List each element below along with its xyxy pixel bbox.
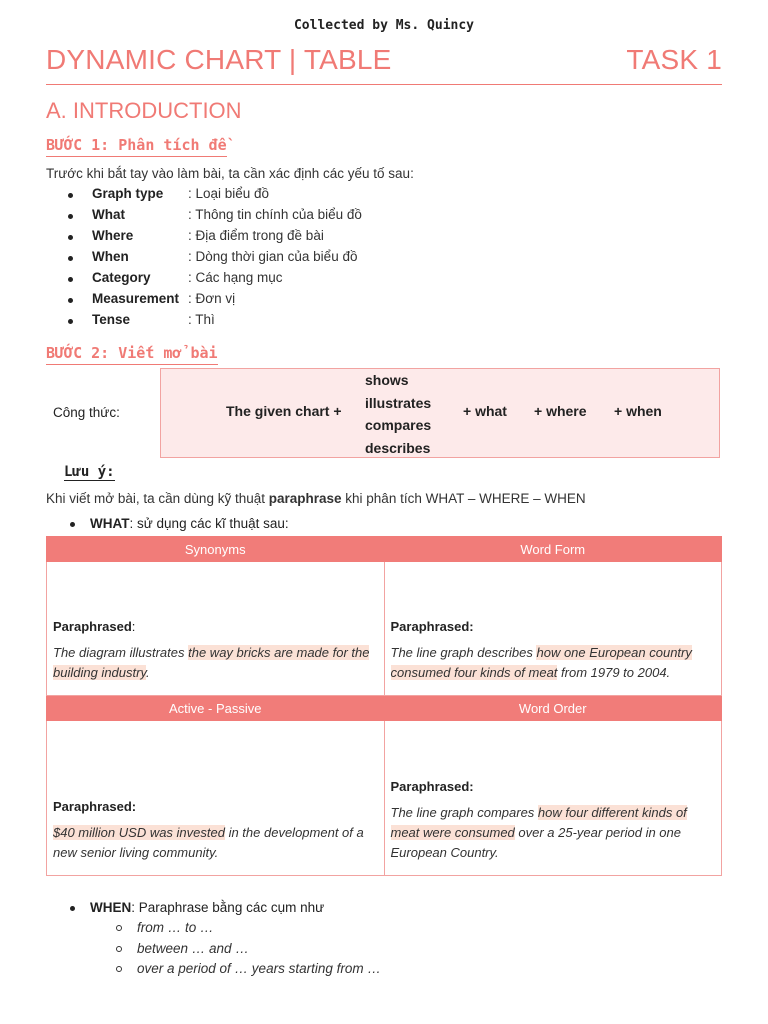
header-active-passive: Active - Passive [47,696,385,721]
bullet-icon [68,235,73,240]
section-heading: A. INTRODUCTION [46,98,242,123]
step1-intro: Trước khi bắt tay vào làm bài, ta cần xác định các yếu tố sau: [46,166,414,181]
table-row [47,721,722,876]
task-label: TASK 1 [626,44,722,75]
analysis-list [66,186,362,333]
document-title: DYNAMIC CHART | TABLE [46,44,392,75]
what-line: WHAT: sử dụng các kĩ thuật sau: [70,516,289,531]
list-item: over a period of … years starting from … [116,961,381,982]
when-line: WHEN: Paraphrase bằng các cụm như [70,900,324,915]
step2-title: BƯỚC 2: Viết mở bài [46,344,218,365]
bullet-icon [68,214,73,219]
formula-label: Công thức: [53,405,120,420]
table-row [47,562,722,696]
list-item: Graph type : Loại biểu đồ [66,186,362,207]
formula-what: + what [463,403,507,419]
header-word-order: Word Order [384,696,722,721]
formula-verb: shows [365,372,409,388]
cell-active-passive: Paraphrased: $40 million USD was invested in the development of a new senior living community. [47,721,385,876]
circle-bullet-icon [116,946,122,952]
formula-when: + when [614,403,662,419]
bullet-icon [68,256,73,261]
bullet-icon [70,906,75,911]
formula-verb: compares [365,417,432,433]
list-item: When : Dòng thời gian của biểu đồ [66,249,362,270]
list-item: Tense : Thì [66,312,362,333]
formula-verb: illustrates [365,394,432,411]
note-text: Khi viết mở bài, ta cần dùng kỹ thuật paraphrase khi phân tích WHAT – WHERE – WHEN [46,491,586,506]
table-header-row [47,696,722,721]
header-word-form: Word Form [384,537,722,562]
list-item: Measurement : Đơn vị [66,291,362,312]
cell-word-form: Paraphrased: The line graph describes how one European country consumed four kinds of meat from 1979 to 2004. [384,562,722,696]
formula-box [160,368,720,458]
bullet-icon [68,277,73,282]
table-header-row [47,537,722,562]
collected-by: Collected by Ms. Quincy [293,18,474,33]
techniques-table [46,536,722,876]
note-title: Lưu ý: [64,464,115,480]
list-item: between … and … [116,941,381,962]
cell-word-order: Paraphrased: The line graph compares how four different kinds of meat were consumed over a 25-year period in one European Country. [384,721,722,876]
formula-where: + where [534,403,587,419]
formula-verbs [365,369,431,459]
circle-bullet-icon [116,925,122,931]
formula-verb: describes [365,439,431,456]
bullet-icon [70,522,75,527]
bullet-icon [68,319,73,324]
title-row [46,44,722,85]
list-item: What : Thông tin chính của biểu đồ [66,207,362,228]
header-synonyms: Synonyms [47,537,385,562]
bullet-icon [68,298,73,303]
list-item: from … to … [116,920,381,941]
step1-heading [46,136,227,157]
circle-bullet-icon [116,966,122,972]
list-item: Category : Các hạng mục [66,270,362,291]
step2-heading [46,344,218,365]
bullet-icon [68,193,73,198]
when-phrases-list [116,920,381,982]
list-item: Where : Địa điểm trong đề bài [66,228,362,249]
formula-given-chart: The given chart + [226,403,342,419]
step1-title: BƯỚC 1: Phân tích đề [46,136,227,157]
cell-synonyms: Paraphrased: The diagram illustrates the way bricks are made for the building industry. [47,562,385,696]
